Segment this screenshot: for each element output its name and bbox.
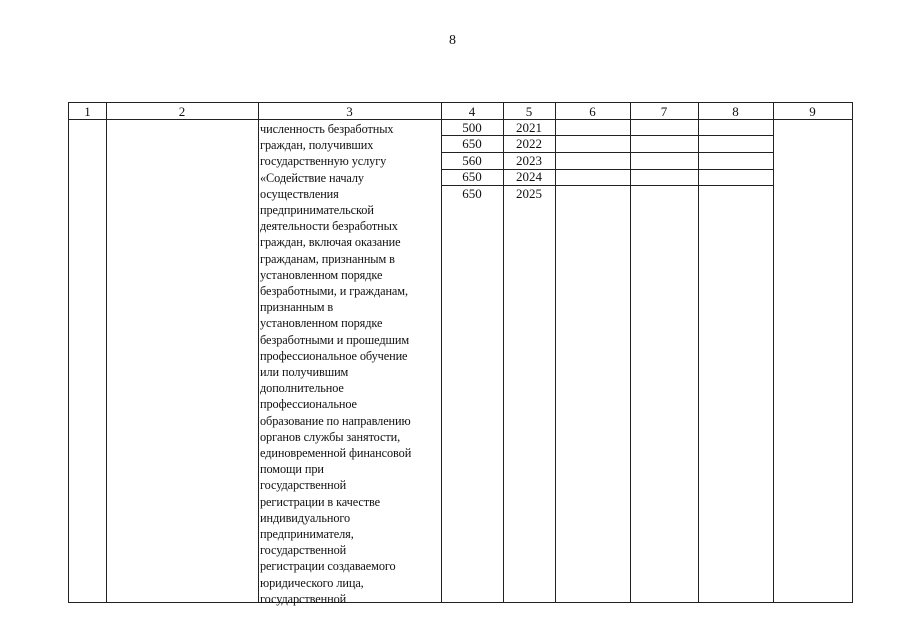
year-cell: 2025: [516, 186, 542, 201]
column-divider: [630, 103, 631, 602]
document-table: [68, 102, 853, 606]
header-col-1: 1: [84, 104, 91, 119]
year-cell: 2023: [516, 153, 542, 168]
header-col-8: 8: [732, 104, 739, 119]
value-cell: 650: [462, 136, 482, 151]
header-col-5: 5: [525, 104, 533, 119]
column-divider: [698, 103, 699, 602]
header-col-2: 2: [178, 104, 186, 119]
value-cell: 650: [462, 186, 482, 201]
header-col-7: 7: [660, 104, 668, 119]
header-col-3: 3: [346, 104, 353, 119]
year-cell: 2024: [516, 169, 542, 184]
header-col-9: 9: [809, 104, 816, 119]
indicator-description: численность безработных граждан, получивших государственную услугу «Содействие началу осуществления предпринимательской деятельности безработных граждан, включая оказание гражданам, признанным в установленном порядке безработными, и гражданам, признанным в установленном порядке безработными и прошедшим профессиональное обучение или получившим дополнительное профессиональное образование по направлению органов службы занятости, единовременной финансовой помощи при государственной регистрации в качестве индивидуального предпринимателя, государственной регистрации создаваемого юридического лица, государственной: [260, 122, 412, 606]
year-cell: 2022: [516, 136, 542, 151]
column-divider: [106, 103, 107, 602]
year-cell: 2021: [516, 120, 542, 135]
value-cell: 500: [462, 120, 482, 135]
header-col-4: 4: [468, 104, 476, 119]
value-cell: 560: [462, 153, 482, 168]
column-divider: [773, 103, 774, 602]
column-divider: [555, 103, 556, 602]
value-cell: 650: [462, 169, 482, 184]
column-divider: [258, 103, 259, 602]
page-number: 8: [449, 33, 456, 48]
header-col-6: 6: [589, 104, 596, 119]
